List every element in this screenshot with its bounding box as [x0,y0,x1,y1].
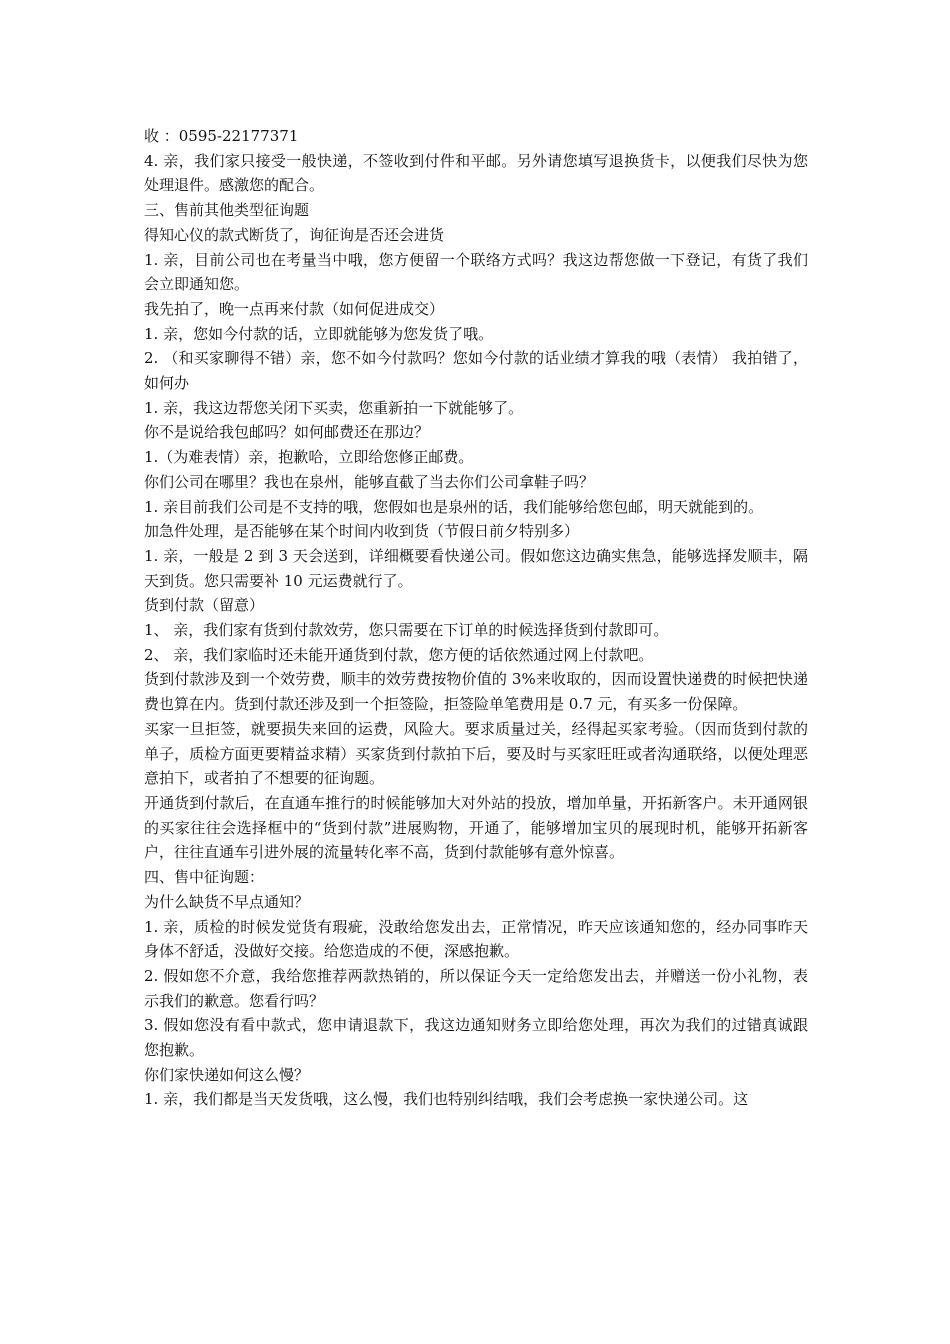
question-line: 货到付款（留意） [144,596,265,615]
paragraph: 货到付款涉及到一个效劳费，顺丰的效劳费按物价值的 3%来收取的，因而设置快递费的时候把快递费也算在内。货到付款还涉及到一个拒签险，拒签险单笔费用是 0.7 元，有买多一份保障。 [144,670,808,714]
section-heading: 三、售前其他类型征询题 [144,201,310,220]
question-line: 你们公司在哪里？我也在泉州，能够直截了当去你们公司拿鞋子吗？ [144,472,595,491]
document-body [144,124,808,1112]
answer-line: 1. 亲，您如今付款的话，立即就能够为您发货了哦。 [144,324,494,343]
answer-line: 1. 亲，一般是 2 到 3 天会送到，详细概要看快递公司。假如您这边确实焦急，能够选择发顺丰，隔天到货。您只需要补 10 元运费就行了。 [144,546,808,590]
question-line: 你不是说给我包邮吗？如何邮费还在那边？ [144,423,430,442]
question-line: 你们家快递如何这么慢？ [144,1065,310,1084]
answer-line: 1. 亲，我这边帮您关闭下买卖，您重新拍一下就能够了。 [144,398,524,417]
question-line: 为什么缺货不早点通知？ [144,892,310,911]
section-heading: 四、售中征询题： [144,868,265,887]
question-line: 加急件处理，是否能够在某个时间内收到货（节假日前夕特别多） [144,522,580,541]
answer-line: 3. 假如您没有看中款式，您申请退款下，我这边通知财务立即给您处理，再次为我们的过错真诚跟您抱歉。 [144,1016,808,1060]
answer-line: 2. （和买家聊得不错）亲，您不如今付款吗？您如今付款的话业绩才算我的哦（表情） 我拍错了，如何办 [144,349,808,393]
paragraph: 开通货到付款后，在直通车推行的时候能够加大对外站的投放，增加单量，开拓新客户。未开通网银的买家往往会选择框中的“货到付款”进展购物，开通了，能够增加宝贝的展现时机，能够开拓新客户，往往直通车引进外展的流量转化率不高，货到付款能够有意外惊喜。 [144,793,808,862]
text-line: 4. 亲，我们家只接受一般快递，不签收到付件和平邮。另外请您填写退换货卡，以便我们尽快为您处理退件。感激您的配合。 [144,151,808,195]
text-line: 收 ：0595-22177371 [144,127,299,145]
answer-line: 1. 亲，目前公司也在考量当中哦，您方便留一个联络方式吗？我这边帮您做一下登记，有货了我们会立即通知您。 [144,250,808,294]
answer-line: 1. 亲，质检的时候发觉货有瑕疵，没敢给您发出去，正常情况，昨天应该通知您的，经办同事昨天身体不舒适，没做好交接。给您造成的不便，深感抱歉。 [144,917,808,961]
answer-line: 2、 亲，我们家临时还未能开通货到付款，您方便的话依然通过网上付款吧。 [144,645,654,664]
question-line: 我先拍了，晚一点再来付款（如何促进成交） [144,299,445,318]
paragraph: 买家一旦拒签，就要损失来回的运费，风险大。要求质量过关，经得起买家考验。（因而货到付款的单子，质检方面更要精益求精）买家货到付款拍下后，要及时与买家旺旺或者沟通联络，以便处理恶意拍下，或者拍了不想要的征询题。 [144,719,808,788]
answer-line: 1、 亲，我们家有货到付款效劳，您只需要在下订单的时候选择货到付款即可。 [144,621,669,640]
answer-line: 1. 亲，我们都是当天发货哦，这么慢，我们也特别纠结哦，我们会考虑换一家快递公司。这 [144,1090,749,1109]
answer-line: 2. 假如您不介意，我给您推荐两款热销的，所以保证今天一定给您发出去，并赠送一份小礼物，表示我们的歉意。您看行吗？ [144,966,808,1010]
question-line: 得知心仪的款式断货了，询征询是否还会进货 [144,225,445,244]
answer-line: 1.（为难表情）亲，抱歉哈，立即给您修正邮费。 [144,448,474,467]
answer-line: 1. 亲目前我们公司是不支持的哦，您假如也是泉州的话，我们能够给您包邮，明天就能到的。 [144,497,764,516]
